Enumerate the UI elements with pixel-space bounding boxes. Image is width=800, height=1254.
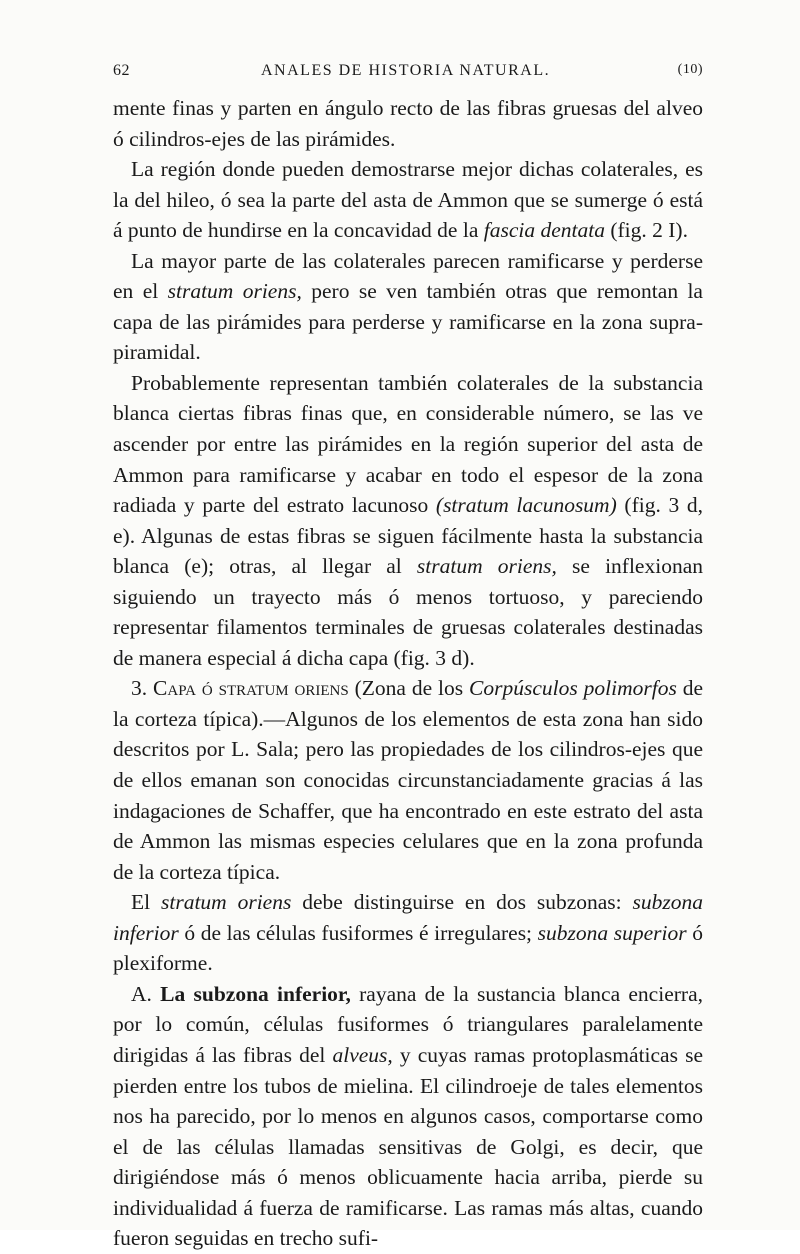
text-run: Probablemente representan también colaterales de la substancia blanca ciertas fibras finas que, en considerable número, se las ve ascender por entre las pirámides en la región superior del asta de Ammon para ramificarse y acabar en todo el espesor de la zona radiada y parte del estrato lacunoso (113, 370, 703, 518)
section-number: (10) (677, 62, 703, 77)
text-run: de la corteza típica).—Algunos de los elementos de esta zona han sido descritos por L. Sala; pero las propiedades de los cilindros-ejes que de ellos emanan son conocidas circunstanciadamente gracias á las indagaciones de Schaffer, que ha encontrado en este estrato del asta de Ammon las mismas especies celulares que en la zona profunda de la corteza típica. (113, 676, 704, 884)
body-text (113, 93, 703, 1254)
text-run: (fig. 3 d, e). Algunas de estas fibras se siguen fácilmente hasta la substancia blanca (e); otras, al llegar al (113, 493, 704, 579)
italic-term: subzona inferior (113, 890, 703, 945)
text-run: ó plexiforme. (113, 920, 703, 976)
text-run: debe distinguirse en dos subzonas: (291, 890, 633, 915)
paragraph-5 (113, 673, 703, 887)
text-run: rayana de la sustancia blanca encierra, por lo común, células fusiformes ó triangulares paralelamente dirigidas á las fibras del (113, 981, 703, 1067)
italic-term: (stratum lacunosum) (435, 493, 617, 518)
text-run: La región donde pueden demostrarse mejor dichas colaterales, es la del hileo, ó sea la parte del asta de Ammon que se sumerge ó está á punto de hundirse en la concavidad de la (113, 157, 703, 243)
italic-term: fascia dentata (483, 218, 605, 243)
paragraph-3 (113, 246, 703, 368)
subsection-heading: La subzona inferior, (160, 981, 351, 1006)
section-heading: Capa ó stratum oriens (153, 676, 349, 701)
text-run: y cuyas ramas protoplasmáticas se pierden entre los tubos de mielina. El cilindroeje de tales elementos nos ha parecido, por lo menos en algunos casos, comportarse como el de las células llamadas sensitivas de Golgi, es decir, que dirigiéndose más ó menos oblicuamente hacia arriba, pierde su individualidad á fuerza de ramificarse. Las ramas más altas, cuando fueron seguidas en trecho sufi- (113, 1042, 703, 1251)
running-title: ANALES DE HISTORIA NATURAL. (261, 62, 551, 79)
text-run: (fig. 2 I). (604, 218, 688, 243)
subsection-label: A. (131, 981, 161, 1006)
running-header (113, 62, 703, 84)
text-run: se inflexionan siguiendo un trayecto más ó menos tortuoso, y pareciendo representar filamentos terminales de gruesas colaterales destinadas de manera especial á dicha capa (fig. 3 d). (113, 554, 703, 670)
text-run: La mayor parte de las colaterales parecen ramificarse y perderse en el (113, 248, 703, 304)
italic-term: subzona superior (537, 920, 687, 945)
text-run: (Zona de los (348, 676, 470, 701)
italic-term: stratum oriens, (416, 554, 557, 579)
paragraph-2 (113, 154, 703, 246)
text-run: El (131, 890, 161, 915)
text-run: mente finas y parten en ángulo recto de las fibras gruesas del alveo ó cilindros-ejes de las pirámides. (113, 96, 703, 151)
italic-term: stratum oriens (161, 890, 292, 915)
page-number: 62 (113, 62, 130, 79)
paragraph-4 (113, 368, 703, 673)
paragraph-7 (113, 979, 703, 1254)
paragraph-1 (113, 93, 703, 154)
text-run: pero se ven también otras que remontan la capa de las pirámides para perderse y ramificarse en la zona supra-piramidal. (113, 279, 703, 365)
section-label: 3. (131, 676, 154, 701)
text-run: ó de las células fusiformes é irregulares; (178, 920, 538, 945)
italic-term: stratum oriens, (167, 279, 302, 304)
italic-term: alveus, (332, 1042, 393, 1067)
italic-term: Corpúsculos polimorfos (469, 676, 677, 701)
paragraph-6 (113, 887, 703, 979)
